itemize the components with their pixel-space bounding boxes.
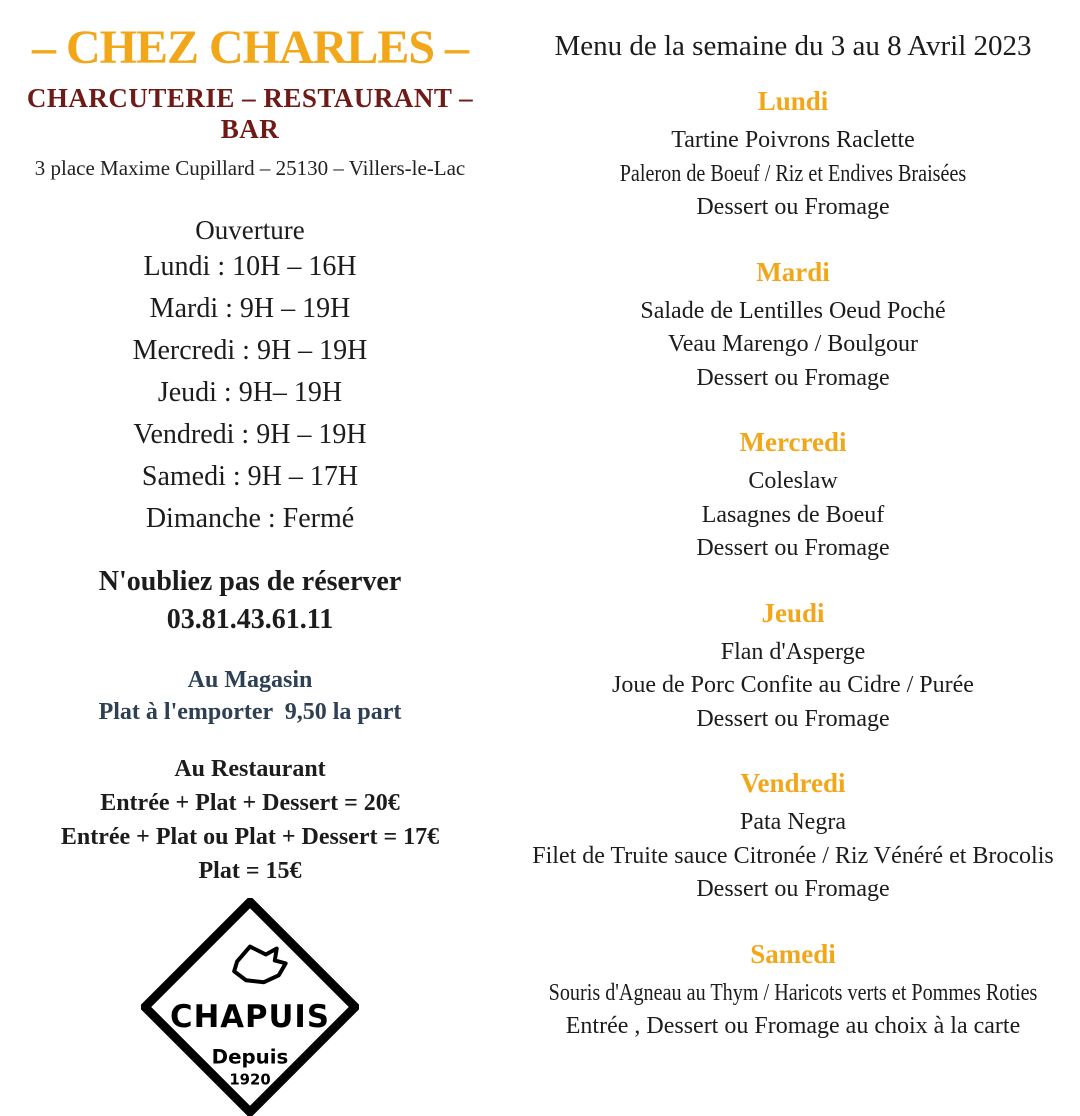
- logo-name-text: CHAPUIS: [170, 998, 330, 1035]
- price-plat-only: Plat = 15€: [198, 858, 302, 884]
- hours-thursday: Jeudi : 9H– 19H: [157, 377, 343, 408]
- day-name-mercredi: Mercredi: [739, 427, 847, 457]
- menu-item: Flan d'Asperge: [720, 638, 866, 665]
- day-name-samedi: Samedi: [750, 938, 836, 969]
- menu-item: Coleslaw: [748, 468, 838, 494]
- menu-item: Dessert ou Fromage: [696, 876, 890, 902]
- menu-item: Entrée , Dessert ou Fromage au choix à la carte: [565, 1013, 1021, 1039]
- shop-heading: Au Magasin: [187, 667, 313, 693]
- menu-item: Dessert ou Fromage: [696, 364, 890, 391]
- menu-item: Dessert ou Fromage: [696, 535, 890, 561]
- menu-item: Veau Marengo / Boulgour: [668, 331, 918, 357]
- restaurant-pricing-heading: Au Restaurant: [174, 756, 326, 782]
- logo-year-text: 1920: [229, 1070, 271, 1089]
- hours-monday: Lundi : 10H – 16H: [143, 251, 357, 282]
- day-section-lundi: [500, 86, 1080, 225]
- chapuis-logo: [0, 898, 500, 1116]
- day-name-jeudi: Jeudi: [761, 597, 825, 628]
- day-section-jeudi: [500, 598, 1080, 737]
- hours-wednesday: Mercredi : 9H – 19H: [132, 335, 368, 366]
- menu-item: Pata Negra: [740, 809, 846, 835]
- menu-item: Souris d'Agneau au Thym / Haricots verts et Pommes Roties: [548, 979, 1038, 1006]
- day-section-vendredi: [500, 768, 1080, 907]
- day-section-samedi: [500, 939, 1080, 1044]
- menu-item: Joue de Porc Confite au Cidre / Purée: [612, 672, 974, 698]
- day-name-mardi: Mardi: [756, 256, 830, 287]
- restaurant-address: 3 place Maxime Cupillard – 25130 – Villers-le-Lac: [34, 156, 466, 180]
- day-section-mardi: [500, 257, 1080, 396]
- day-name-vendredi: Vendredi: [740, 768, 846, 798]
- hours-tuesday: Mardi : 9H – 19H: [149, 293, 351, 324]
- day-name-lundi: Lundi: [757, 86, 829, 116]
- menu-week-title: Menu de la semaine du 3 au 8 Avril 2023: [554, 30, 1032, 62]
- menu-item: Dessert ou Fromage: [696, 705, 890, 732]
- phone-number: 03.81.43.61.11: [166, 604, 334, 635]
- restaurant-type: CHARCUTERIE – RESTAURANT – BAR: [26, 83, 474, 144]
- menu-item: Filet de Truite sauce Citronée / Riz Vénéré et Brocolis: [532, 842, 1054, 869]
- hours-sunday: Dimanche : Fermé: [145, 503, 355, 534]
- menu-item: Salade de Lentilles Oeud Poché: [640, 297, 946, 324]
- menu-item: Tartine Poivrons Raclette: [671, 127, 915, 153]
- opening-hours-list: [0, 246, 500, 540]
- hours-saturday: Samedi : 9H – 17H: [141, 461, 359, 492]
- menu-item: Lasagnes de Boeuf: [701, 501, 885, 528]
- restaurant-name: – CHEZ CHARLES –: [31, 21, 469, 74]
- opening-hours-heading: Ouverture: [195, 215, 305, 245]
- menu-item: Dessert ou Fromage: [696, 194, 890, 220]
- menu-item: Paleron de Boeuf / Riz et Endives Braisées: [619, 160, 967, 187]
- reservation-reminder: N'oubliez pas de réserver: [98, 566, 402, 597]
- price-menu-partial: Entrée + Plat ou Plat + Dessert = 17€: [60, 824, 440, 850]
- chapuis-diamond-logo-icon: [141, 898, 359, 1116]
- price-menu-full: Entrée + Plat + Dessert = 20€: [100, 790, 400, 816]
- weekly-menu-panel: [500, 0, 1080, 1044]
- logo-depuis-text: Depuis: [211, 1045, 289, 1069]
- hours-friday: Vendredi : 9H – 19H: [133, 419, 367, 450]
- takeaway-price: Plat à l'emporter 9,50 la part: [98, 699, 402, 725]
- restaurant-info-panel: [0, 0, 500, 1116]
- day-section-mercredi: [500, 427, 1080, 566]
